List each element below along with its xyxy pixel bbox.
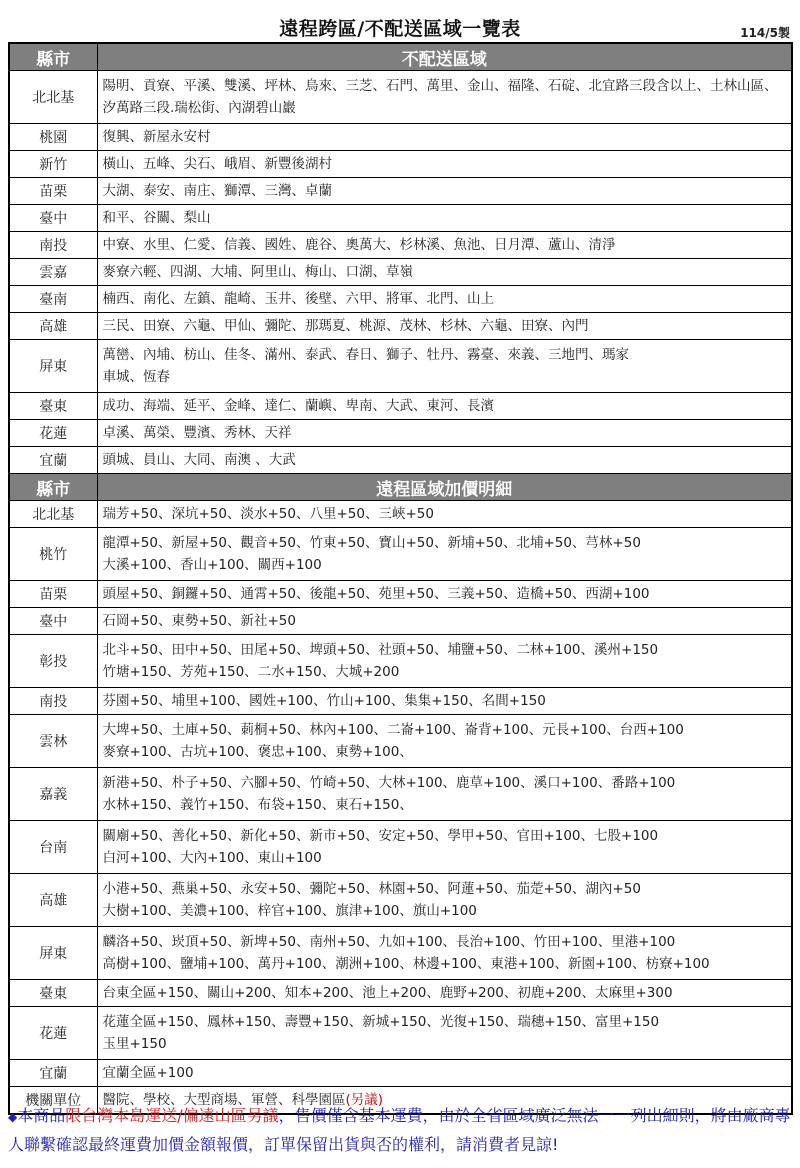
surcharge-line: 小港+50、燕巢+50、永安+50、彌陀+50、林園+50、阿蓮+50、茄萣+50、湖內+50 [102,881,641,897]
footer-rest: ，售價僅含基本運費，由於全省區域廣泛無法一一列出細則，將由廠商專人聯繫確認最終運費加價金額報價，訂單保留出貨與否的權利，請消費者見諒! [8,1106,791,1154]
surcharge-line: 新港+50、朴子+50、六腳+50、竹崎+50、大林+100、鹿草+100、溪口+100、番路+100 [102,775,676,791]
areas-cell: 大湖、泰安、南庄、獅潭、三灣、卓蘭 [97,178,792,205]
areas-cell: 橫山、五峰、尖石、峨眉、新豐後湖村 [97,151,792,178]
table-row [9,528,792,581]
table-row [9,608,792,635]
no-delivery-header-row [9,43,792,71]
county-cell: 新竹 [9,151,97,178]
county-cell: 雲林 [9,715,97,768]
surcharge-cell [97,715,792,768]
areas-cell: 楠西、南化、左鎮、龍崎、玉井、後壁、六甲、將軍、北門、山上 [97,286,792,313]
surcharge-cell: 台東全區+150、關山+200、知本+200、池上+200、鹿野+200、初鹿+200、太麻里+300 [97,980,792,1007]
table-row [9,980,792,1007]
table-row [9,340,792,393]
surcharge-line: 大溪+100、香山+100、關西+100 [102,557,322,573]
surcharge-cell: 芬園+50、埔里+100、國姓+100、竹山+100、集集+150、名間+150 [97,688,792,715]
county-cell: 花蓮 [9,1007,97,1060]
surcharge-header-row [9,474,792,501]
table-row [9,1007,792,1060]
county-cell: 南投 [9,232,97,259]
surcharge-line: 麥寮+100、古坑+100、褒忠+100、東勢+100、 [102,744,413,760]
table-row [9,420,792,447]
table-row [9,151,792,178]
county-cell: 屏東 [9,927,97,980]
surcharge-line: 大樹+100、美濃+100、梓官+100、旗津+100、旗山+100 [102,903,477,919]
areas-cell: 卓溪、萬榮、豐濱、秀林、天祥 [97,420,792,447]
issue-date: 114/5製 [740,26,790,40]
surcharge-line: 白河+100、大內+100、東山+100 [102,850,322,866]
county-cell: 屏東 [9,340,97,393]
county-cell: 台南 [9,821,97,874]
county-cell: 雲嘉 [9,259,97,286]
county-cell: 嘉義 [9,768,97,821]
table-row [9,71,792,124]
county-cell: 桃竹 [9,528,97,581]
areas-cell: 三民、田寮、六龜、甲仙、彌陀、那瑪夏、桃源、茂林、杉林、六龜、田寮、內門 [97,313,792,340]
county-cell: 臺東 [9,980,97,1007]
col-header-county: 縣市 [9,43,97,71]
surcharge-line: 大埤+50、土庫+50、莿桐+50、林內+100、二崙+100、崙背+100、元長+100、台西+100 [102,722,684,738]
areas-cell: 中寮、水里、仁愛、信義、國姓、鹿谷、奧萬大、杉林溪、魚池、日月潭、蘆山、清淨 [97,232,792,259]
col-header-surcharge-details: 遠程區域加價明細 [97,474,792,501]
county-cell: 苗栗 [9,581,97,608]
areas-cell: 成功、海端、延平、金峰、達仁、蘭嶼、卑南、大武、東河、長濱 [97,393,792,420]
areas-cell: 陽明、貢寮、平溪、雙溪、坪林、烏來、三芝、石門、萬里、金山、福隆、石碇、北宜路三段含以上、土林山區、汐萬路三段.瑞松街、內湖碧山巖 [97,71,792,124]
table-row [9,581,792,608]
surcharge-cell: 瑞芳+50、深坑+50、淡水+50、八里+50、三峽+50 [97,501,792,528]
surcharge-line: 玉里+150 [102,1036,167,1052]
page-title: 遠程跨區/不配送區域一覽表 [279,18,521,40]
table-row [9,501,792,528]
table-row [9,232,792,259]
footer-prefix: 本商品 [17,1106,66,1125]
surcharge-cell [97,528,792,581]
county-cell: 南投 [9,688,97,715]
county-cell: 臺東 [9,393,97,420]
areas-cell [97,340,792,393]
county-cell: 高雄 [9,874,97,927]
table-row [9,178,792,205]
county-cell: 苗栗 [9,178,97,205]
county-cell: 北北基 [9,71,97,124]
county-cell: 北北基 [9,501,97,528]
table-row [9,1060,792,1087]
surcharge-cell [97,821,792,874]
surcharge-line: 龍潭+50、新屋+50、觀音+50、竹東+50、寶山+50、新埔+50、北埔+50、芎林+50 [102,535,641,551]
areas-cell: 和平、谷關、梨山 [97,205,792,232]
col-header-no-delivery-areas: 不配送區域 [97,43,792,71]
surcharge-cell: 頭屋+50、銅鑼+50、通霄+50、後龍+50、苑里+50、三義+50、造橋+50、西湖+100 [97,581,792,608]
county-cell: 高雄 [9,313,97,340]
diamond-bullet-icon: ◆ [8,1110,18,1124]
table-row [9,393,792,420]
col-header-county: 縣市 [9,474,97,501]
surcharge-line: 麟洛+50、崁頂+50、新埤+50、南州+50、九如+100、長治+100、竹田+100、里港+100 [102,934,676,950]
table-row [9,286,792,313]
table-row [9,447,792,474]
county-cell: 機關單位 [9,1087,97,1115]
table-row [9,874,792,927]
county-cell: 花蓮 [9,420,97,447]
surcharge-cell [97,768,792,821]
table-row [9,927,792,980]
surcharge-line: 北斗+50、田中+50、田尾+50、埤頭+50、社頭+50、埔鹽+50、二林+100、溪州+150 [102,642,659,658]
table-row [9,821,792,874]
county-cell: 桃園 [9,124,97,151]
areas-cell: 麥寮六輕、四湖、大埔、阿里山、梅山、口湖、草嶺 [97,259,792,286]
footer-note [8,1102,798,1158]
footer-highlight: 限台灣本島運送/偏遠山區另議 [65,1106,279,1125]
table-row [9,124,792,151]
table-row [9,205,792,232]
surcharge-line: 關廟+50、善化+50、新化+50、新市+50、安定+50、學甲+50、官田+100、七股+100 [102,828,659,844]
surcharge-line: 水林+150、義竹+150、布袋+150、東石+150、 [102,797,413,813]
surcharge-line: 花蓮全區+150、鳳林+150、壽豐+150、新城+150、光復+150、瑞穗+150、富里+150 [102,1014,660,1030]
areas-cell: 復興、新屋永安村 [97,124,792,151]
county-cell: 臺南 [9,286,97,313]
institution-list: 醫院、學校、大型商場、軍營、科學園區 [102,1092,346,1108]
negotiable-note: (另議) [345,1092,384,1108]
surcharge-line: 竹塘+150、芳苑+150、二水+150、大城+200 [102,664,400,680]
county-cell: 宜蘭 [9,447,97,474]
county-cell: 臺中 [9,608,97,635]
table-row [9,715,792,768]
surcharge-cell: 宜蘭全區+100 [97,1060,792,1087]
delivery-area-table [8,42,793,1115]
surcharge-cell [97,874,792,927]
county-cell: 彰投 [9,635,97,688]
areas-line: 萬巒、內埔、枋山、佳冬、滿州、泰武、春日、獅子、牡丹、霧臺、來義、三地門、瑪家 [102,347,629,363]
table-row [9,688,792,715]
surcharge-line: 高樹+100、鹽埔+100、萬丹+100、潮洲+100、林邊+100、東港+100、新園+100、枋寮+100 [102,956,710,972]
surcharge-cell [97,635,792,688]
county-cell: 宜蘭 [9,1060,97,1087]
areas-line: 車城、恆春 [102,369,170,385]
surcharge-cell [97,1007,792,1060]
table-row [9,768,792,821]
table-row [9,313,792,340]
county-cell: 臺中 [9,205,97,232]
table-row [9,635,792,688]
surcharge-cell: 石岡+50、東勢+50、新社+50 [97,608,792,635]
surcharge-cell [97,927,792,980]
areas-cell: 頭城、員山、大同、南澳 、大武 [97,447,792,474]
table-row [9,259,792,286]
